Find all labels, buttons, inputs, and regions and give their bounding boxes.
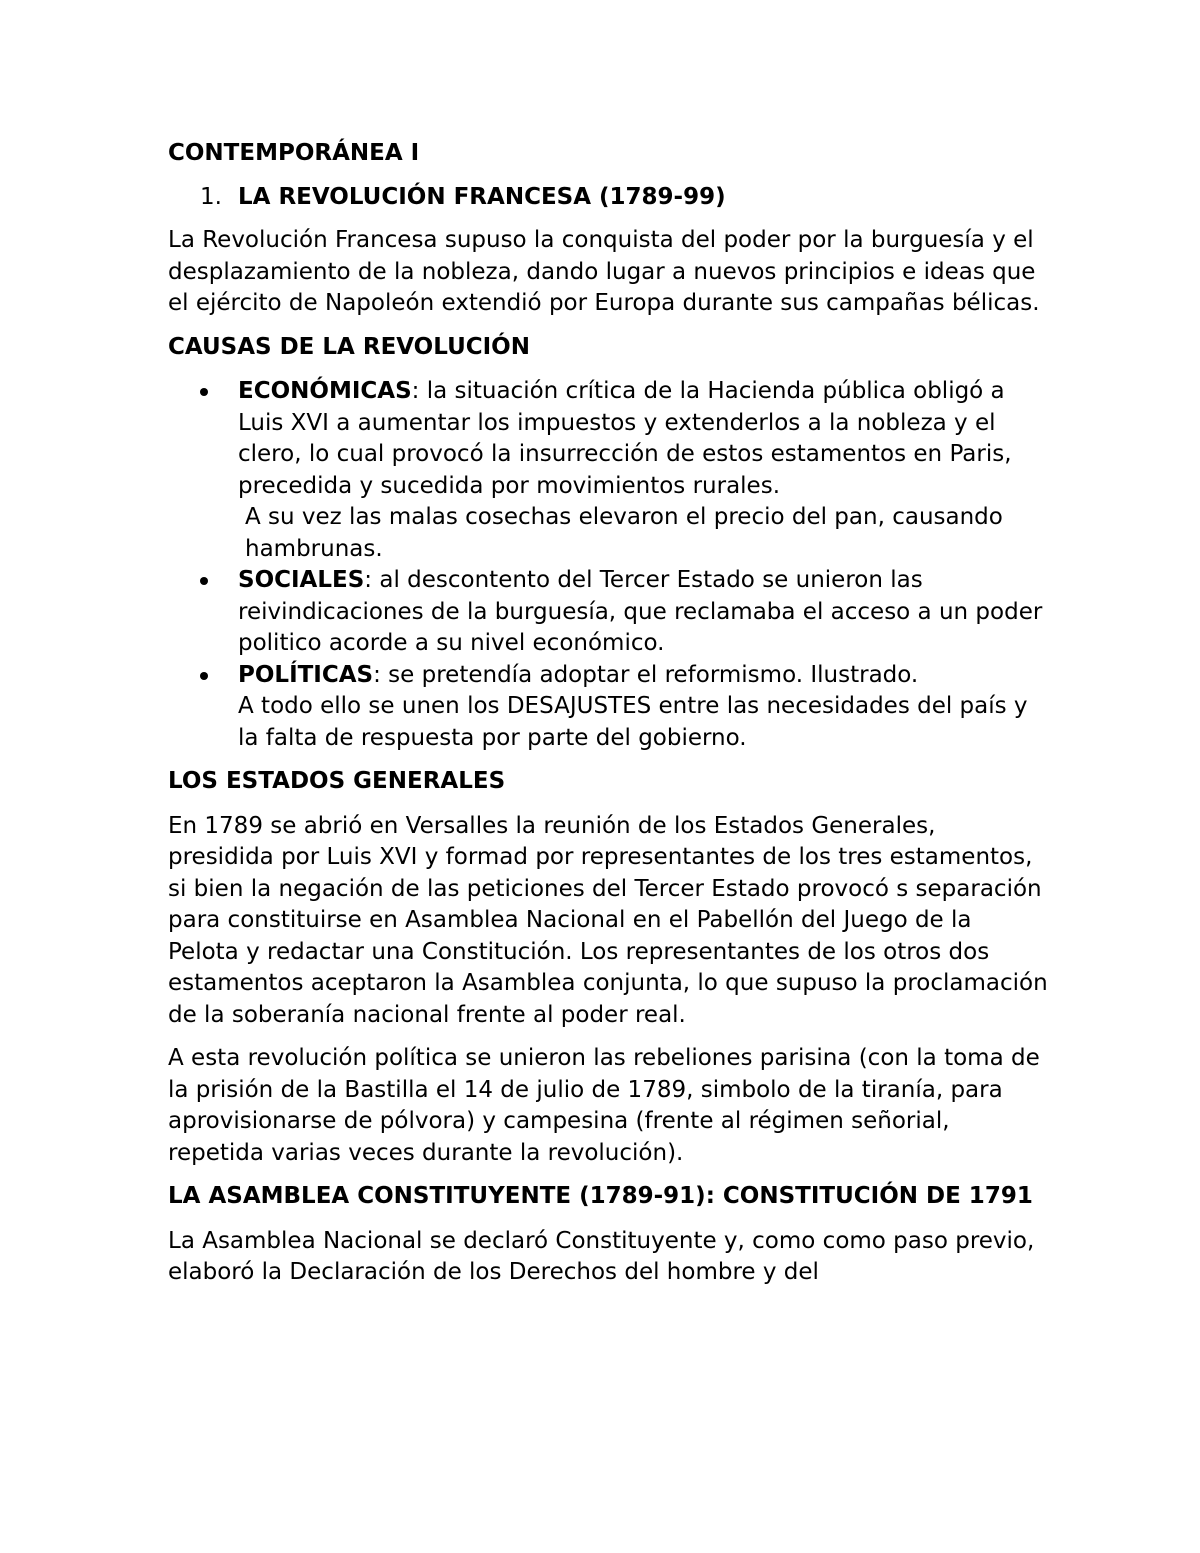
section-heading-text: LA REVOLUCIÓN FRANCESA (1789-99) [238,183,726,210]
cause-text: : la situación crítica de la Hacienda pública obligó a Luis XVI a aumentar los impuestos y extenderlos a la nobleza y el clero, lo cual provocó la insurrección de estos estamentos en Paris, precedida y sucedida por movimientos rurales. [238,378,1012,499]
list-item-economicas [168,376,1048,565]
section-heading-asamblea: LA ASAMBLEA CONSTITUYENTE (1789-91): CONSTITUCIÓN DE 1791 [168,1183,1033,1209]
asamblea-paragraph: La Asamblea Nacional se declaró Constituyente y, como como paso previo, elaboró la Declaración de los Derechos del hombre y del [168,1227,1035,1285]
document-page [168,138,1048,1301]
cause-text: : se pretendía adoptar el reformismo. Ilustrado. [373,661,919,688]
bullet-icon [200,577,208,585]
cause-term: SOCIALES [238,567,365,593]
cause-term: POLÍTICAS [238,661,374,688]
causes-list [168,376,1048,754]
list-item-sociales [168,565,1048,660]
estados-paragraph-2: A esta revolución política se unieron las rebeliones parisina (con la toma de la prisión de la Bastilla el 14 de julio de 1789, simbolo de la tiranía, para aprovisionarse de pólvora) y campesina (frente al régimen señorial, repetida varias veces durante la revolución). [168,1045,1040,1166]
bullet-icon [200,388,208,396]
section-heading-estados: LOS ESTADOS GENERALES [168,768,506,794]
estados-paragraph-1: En 1789 se abrió en Versalles la reunión de los Estados Generales, presidida por Luis XVI y formad por representantes de los tres estamentos, si bien la negación de las peticiones del Tercer Estado provocó s separación para constituirse en Asamblea Nacional en el Pabellón del Juego de la Pelota y redactar una Constitución. Los representantes de los otros dos estamentos aceptaron la Asamblea conjunta, lo que supuso la proclamación de la soberanía nacional frente al poder real. [168,812,1048,1028]
intro-paragraph: La Revolución Francesa supuso la conquista del poder por la burguesía y el desplazamiento de la nobleza, dando lugar a nuevos principios e ideas que el ejército de Napoleón extendió por Europa durante sus campañas bélicas. [168,227,1040,316]
bullet-icon [200,672,208,680]
list-item-politicas [168,660,1048,755]
cause-extra: A su vez las malas cosechas elevaron el precio del pan, causando hambrunas. [245,504,1003,562]
list-number: 1. [200,183,222,210]
cause-extra: A todo ello se unen los DESAJUSTES entre las necesidades del país y la falta de respuesta por parte del gobierno. [238,693,1028,751]
cause-text: : al descontento del Tercer Estado se unieron las reivindicaciones de la burguesía, que reclamaba el acceso a un poder politico acorde a su nivel económico. [238,567,1043,656]
section-heading-revolucion [168,182,1048,214]
document-title: CONTEMPORÁNEA I [168,140,420,166]
section-heading-causas: CAUSAS DE LA REVOLUCIÓN [168,333,530,360]
cause-term: ECONÓMICAS [238,378,412,404]
